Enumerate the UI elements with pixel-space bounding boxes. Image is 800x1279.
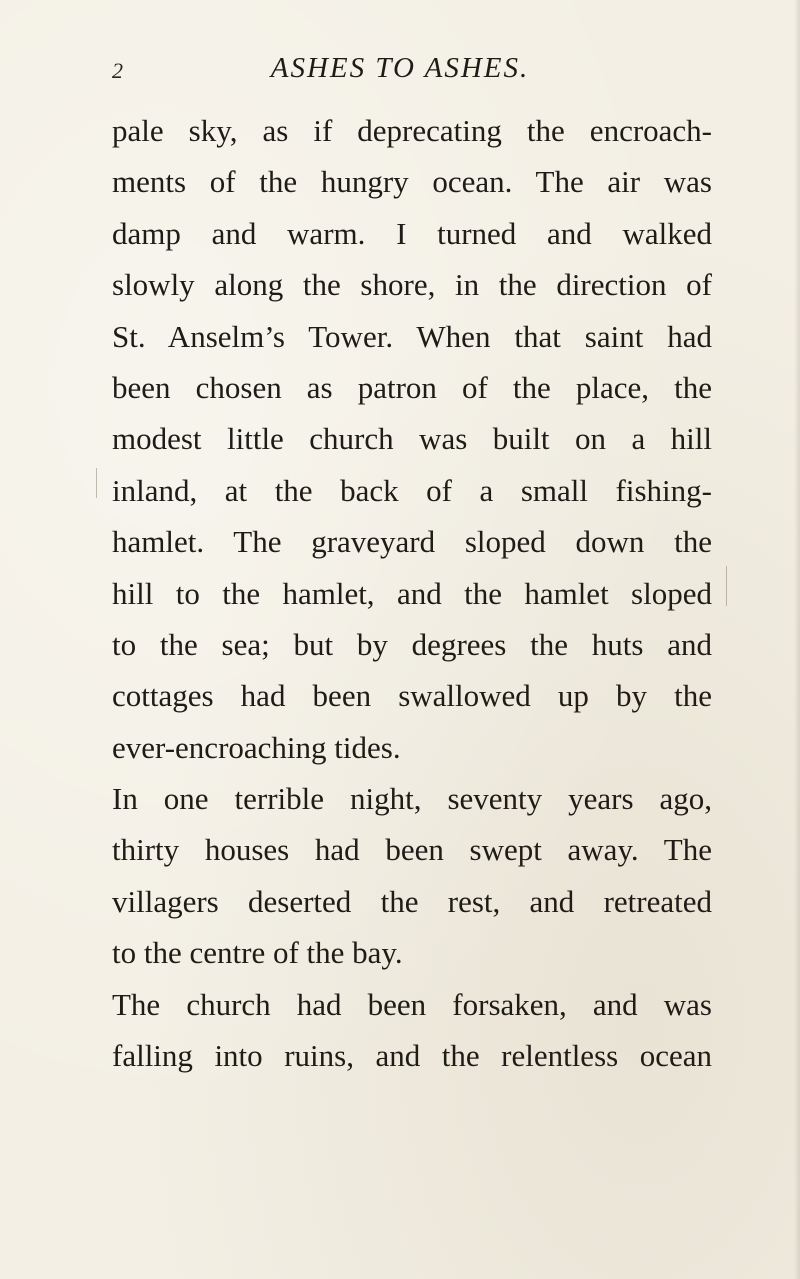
text-line: damp and warm. I turned and walked: [112, 215, 712, 251]
text-line: The church had been forsaken, and was: [112, 986, 712, 1022]
running-head: ASHES TO ASHES.: [270, 52, 530, 84]
text-line: villagers deserted the rest, and retreated: [112, 883, 712, 919]
text-line: hill to the hamlet, and the hamlet sloped: [112, 575, 712, 611]
text-line: modest little church was built on a hill: [112, 421, 712, 457]
text-line: falling into ruins, and the relentless ocean: [112, 1038, 712, 1074]
body-text: [112, 105, 712, 1081]
text-line: cottages had been swallowed up by the: [112, 678, 712, 714]
text-line: to the sea; but by degrees the huts and: [112, 626, 712, 662]
text-line: inland, at the back of a small fishing-: [112, 472, 712, 508]
text-line: slowly along the shore, in the direction of: [112, 267, 712, 303]
page-header: [0, 50, 800, 94]
text-line: been chosen as patron of the place, the: [112, 369, 712, 405]
paper-mark: [96, 468, 97, 498]
text-line: ments of the hungry ocean. The air was: [112, 164, 712, 200]
text-line: St. Anselm’s Tower. When that saint had: [112, 318, 712, 354]
text-line: thirty houses had been swept away. The: [112, 832, 712, 868]
page-edge-shadow: [794, 0, 800, 1279]
paper-mark: [726, 566, 727, 606]
text-line: pale sky, as if deprecating the encroach-: [112, 113, 712, 148]
text-line: hamlet. The graveyard sloped down the: [112, 524, 712, 560]
text-line: to the centre of the bay.: [112, 935, 403, 971]
text-line: ever-encroaching tides.: [112, 729, 401, 765]
page-number: 2: [112, 58, 123, 83]
text-line: In one terrible night, seventy years ago,: [112, 781, 712, 817]
